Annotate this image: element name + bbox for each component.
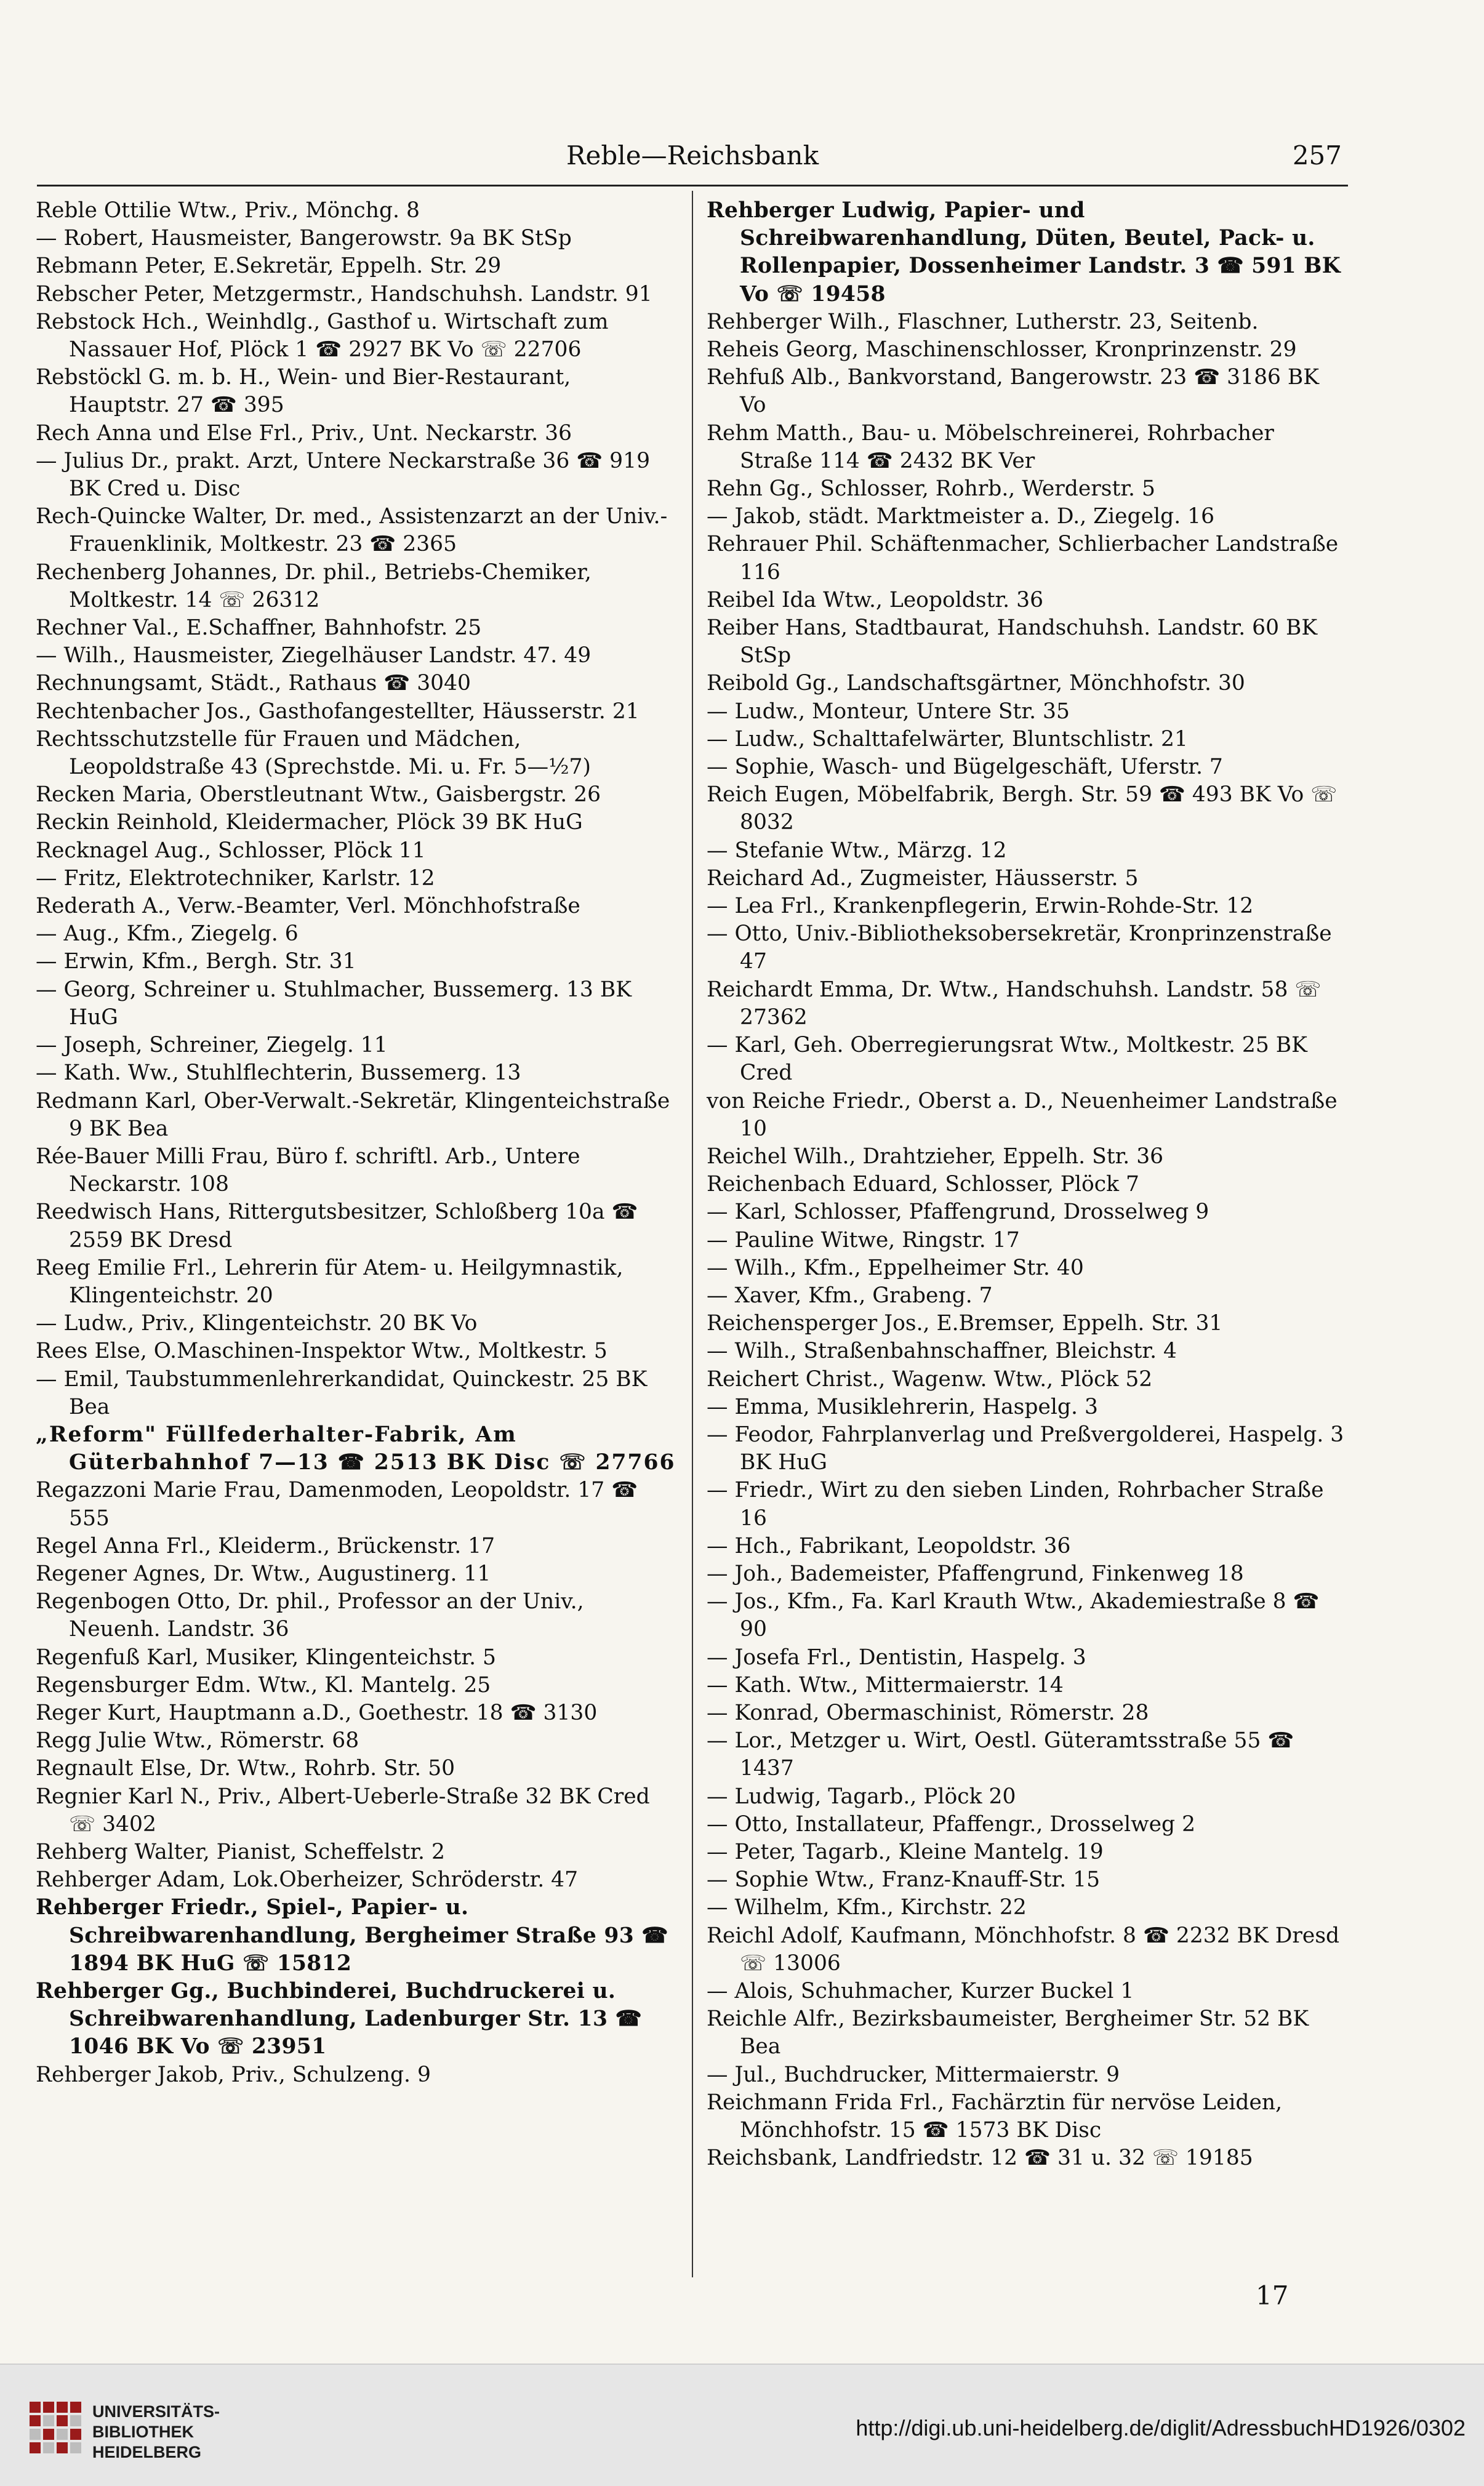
directory-entry: — Emma, Musiklehrerin, Haspelg. 3 — [707, 1394, 1098, 1419]
directory-entry: — Julius Dr., prakt. Arzt, Untere Neckarstraße 36 ☎ 919 BK Cred u. Disc — [36, 448, 651, 502]
directory-entry: Reichl Adolf, Kaufmann, Mönchhofstr. 8 ☎ 2232 BK Dresd ☏ 13006 — [707, 1923, 1340, 1976]
directory-entry: Reiber Hans, Stadtbaurat, Handschuhsh. Landstr. 60 BK StSp — [707, 615, 1318, 668]
directory-entry: Reichle Alfr., Bezirksbaumeister, Bergheimer Str. 52 BK Bea — [707, 2007, 1309, 2059]
directory-entry: — Wilh., Kfm., Eppelheimer Str. 40 — [707, 1255, 1084, 1280]
directory-entry: — Kath. Ww., Stuhlflechterin, Bussemerg. 13 — [36, 1061, 521, 1086]
directory-entry: Rech-Quincke Walter, Dr. med., Assistenzarzt an der Univ.-Frauenklinik, Moltkestr. 23 ☎ 2365 — [36, 504, 668, 557]
directory-entry: — Lor., Metzger u. Wirt, Oestl. Güteramtsstraße 55 ☎ 1437 — [707, 1728, 1294, 1781]
directory-entry: Regnier Karl N., Priv., Albert-Ueberle-Straße 32 BK Cred ☏ 3402 — [36, 1784, 650, 1837]
directory-entry: Rechtenbacher Jos., Gasthofangestellter, Häusserstr. 21 — [36, 699, 640, 724]
directory-entry: Rehrauer Phil. Schäftenmacher, Schlierbacher Landstraße 116 — [707, 532, 1339, 585]
directory-entry: Rehberger Adam, Lok.Oberheizer, Schröderstr. 47 — [36, 1867, 579, 1893]
directory-entry: Reichenbach Eduard, Schlosser, Plöck 7 — [707, 1172, 1139, 1197]
directory-entry: — Kath. Wtw., Mittermaierstr. 14 — [707, 1672, 1064, 1698]
directory-entry: Rebscher Peter, Metzgermstr., Handschuhsh. Landstr. 91 — [36, 281, 652, 307]
left-column — [36, 197, 676, 2089]
footer-page-number: 17 — [1256, 2280, 1289, 2311]
directory-entry: „Reform" Füllfederhalter-Fabrik, Am Güterbahnhof 7—13 ☎ 2513 BK Disc ☏ 27766 — [36, 1422, 676, 1475]
directory-entry: — Joh., Bademeister, Pfaffengrund, Finkenweg 18 — [707, 1561, 1244, 1586]
directory-entry: Rehberger Jakob, Priv., Schulzeng. 9 — [36, 2062, 431, 2087]
directory-entry: Reedwisch Hans, Rittergutsbesitzer, Schloßberg 10a ☎ 2559 BK Dresd — [36, 1200, 638, 1253]
directory-entry: Rehn Gg., Schlosser, Rohrb., Werderstr. 5 — [707, 476, 1155, 502]
directory-entry: Rechtsschutzstelle für Frauen und Mädchen, Leopoldstraße 43 (Sprechstde. Mi. u. Fr. 5—½7) — [36, 726, 591, 780]
directory-entry: Recknagel Aug., Schlosser, Plöck 11 — [36, 838, 426, 863]
directory-entry: Reichert Christ., Wagenw. Wtw., Plöck 52 — [707, 1366, 1153, 1392]
directory-entry: Reichard Ad., Zugmeister, Häusserstr. 5 — [707, 865, 1139, 891]
directory-entry: — Ludw., Priv., Klingenteichstr. 20 BK Vo — [36, 1311, 478, 1336]
directory-entry: Rederath A., Verw.-Beamter, Verl. Mönchhofstraße — [36, 894, 580, 919]
source-url-link[interactable]: http://digi.ub.uni-heidelberg.de/diglit/AdressbuchHD1926/0302 — [856, 2415, 1466, 2440]
directory-entry: Reichmann Frida Frl., Fachärztin für nervöse Leiden, Mönchhofstr. 15 ☎ 1573 BK Disc — [707, 2090, 1283, 2143]
directory-entry: Rechnungsamt, Städt., Rathaus ☎ 3040 — [36, 671, 471, 696]
directory-entry: Regenfuß Karl, Musiker, Klingenteichstr. 5 — [36, 1645, 496, 1670]
directory-entry: Rehberger Wilh., Flaschner, Lutherstr. 23, Seitenb. — [707, 309, 1259, 334]
directory-entry: Reichsbank, Landfriedstr. 12 ☎ 31 u. 32 ☏ 19185 — [707, 2146, 1253, 2171]
directory-entry: — Robert, Hausmeister, Bangerowstr. 9a BK StSp — [36, 226, 572, 251]
directory-entry: Regnault Else, Dr. Wtw., Rohrb. Str. 50 — [36, 1756, 455, 1781]
directory-entry: — Ludwig, Tagarb., Plöck 20 — [707, 1784, 1016, 1809]
directory-entry: Reeg Emilie Frl., Lehrerin für Atem- u. Heilgymnastik, Klingenteichstr. 20 — [36, 1255, 624, 1308]
directory-entry: — Xaver, Kfm., Grabeng. 7 — [707, 1283, 993, 1308]
directory-entry: — Joseph, Schreiner, Ziegelg. 11 — [36, 1033, 388, 1058]
directory-entry: — Hch., Fabrikant, Leopoldstr. 36 — [707, 1533, 1071, 1558]
directory-entry: — Ludw., Monteur, Untere Str. 35 — [707, 699, 1070, 724]
header-title: Reble—Reichsbank — [566, 140, 819, 170]
directory-entry: Rebmann Peter, E.Sekretär, Eppelh. Str. 29 — [36, 254, 502, 279]
directory-entry: — Alois, Schuhmacher, Kurzer Buckel 1 — [707, 1979, 1134, 2003]
directory-entry: Reckin Reinhold, Kleidermacher, Plöck 39 BK HuG — [36, 810, 583, 835]
directory-entry: Reibold Gg., Landschaftsgärtner, Mönchhofstr. 30 — [707, 671, 1245, 696]
directory-entry: — Wilh., Hausmeister, Ziegelhäuser Landstr. 47. 49 — [36, 643, 592, 668]
directory-entry: Reheis Georg, Maschinenschlosser, Kronprinzenstr. 29 — [707, 337, 1297, 363]
right-column — [707, 197, 1347, 2172]
header-rule — [37, 185, 1348, 186]
directory-entry: Rehfuß Alb., Bankvorstand, Bangerowstr. 23 ☎ 3186 BK Vo — [707, 365, 1320, 418]
directory-entry: — Otto, Univ.-Bibliotheksobersekretär, Kronprinzenstraße 47 — [707, 921, 1332, 974]
directory-entry: Regel Anna Frl., Kleiderm., Brückenstr. 17 — [36, 1533, 495, 1558]
directory-entry: — Feodor, Fahrplanverlag und Preßvergolderei, Haspelg. 3 BK HuG — [707, 1422, 1344, 1475]
directory-entry: Regazzoni Marie Frau, Damenmoden, Leopoldstr. 17 ☎ 555 — [36, 1478, 638, 1531]
directory-entry: — Sophie, Wasch- und Bügelgeschäft, Uferstr. 7 — [707, 755, 1223, 780]
directory-entry: Rechenberg Johannes, Dr. phil., Betriebs-Chemiker, Moltkestr. 14 ☏ 26312 — [36, 559, 592, 612]
library-name: UNIVERSITÄTS- BIBLIOTHEK HEIDELBERG — [92, 2402, 220, 2461]
directory-entry: — Aug., Kfm., Ziegelg. 6 — [36, 921, 299, 947]
directory-entry: Reichel Wilh., Drahtzieher, Eppelh. Str. 36 — [707, 1144, 1164, 1169]
directory-entry: Reichardt Emma, Dr. Wtw., Handschuhsh. Landstr. 58 ☏ 27362 — [707, 977, 1322, 1030]
directory-entry: — Wilhelm, Kfm., Kirchstr. 22 — [707, 1895, 1027, 1920]
running-header — [37, 140, 1348, 177]
viewer-footer — [0, 2364, 1484, 2486]
directory-entry: — Ludw., Schalttafelwärter, Bluntschlistr. 21 — [707, 726, 1188, 752]
directory-entry: Reger Kurt, Hauptmann a.D., Goethestr. 18 ☎ 3130 — [36, 1700, 598, 1725]
directory-entry: Recken Maria, Oberstleutnant Wtw., Gaisbergstr. 26 — [36, 782, 601, 808]
directory-entry: — Wilh., Straßenbahnschaffner, Bleichstr. 4 — [707, 1339, 1177, 1364]
directory-entry: Rech Anna und Else Frl., Priv., Unt. Neckarstr. 36 — [36, 420, 572, 446]
directory-entry: Rehberger Friedr., Spiel-, Papier- u. Schreibwarenhandlung, Bergheimer Straße 93 ☎ 1894 BK HuG ☏ 15812 — [36, 1895, 668, 1976]
column-divider — [692, 191, 693, 2277]
directory-entry: Rehberger Gg., Buchbinderei, Buchdruckerei u. Schreibwarenhandlung, Ladenburger Str. 13 ☎ 1046 BK Vo ☏ 23951 — [36, 1979, 642, 2059]
directory-entry: — Karl, Schlosser, Pfaffengrund, Drosselweg 9 — [707, 1200, 1209, 1225]
directory-entry: — Friedr., Wirt zu den sieben Linden, Rohrbacher Straße 16 — [707, 1478, 1324, 1531]
directory-entry: — Lea Frl., Krankenpflegerin, Erwin-Rohde-Str. 12 — [707, 894, 1254, 919]
library-logo-icon — [25, 2397, 86, 2458]
directory-entry: — Peter, Tagarb., Kleine Mantelg. 19 — [707, 1839, 1104, 1864]
directory-entry: — Jul., Buchdrucker, Mittermaierstr. 9 — [707, 2062, 1120, 2087]
directory-entry: Regensburger Edm. Wtw., Kl. Mantelg. 25 — [36, 1672, 491, 1698]
directory-entry: — Jos., Kfm., Fa. Karl Krauth Wtw., Akademiestraße 8 ☎ 90 — [707, 1589, 1320, 1642]
directory-entry: Regenbogen Otto, Dr. phil., Professor an der Univ., Neuenh. Landstr. 36 — [36, 1589, 584, 1642]
header-page-number: 257 — [1292, 140, 1342, 170]
directory-entry: Regg Julie Wtw., Römerstr. 68 — [36, 1728, 359, 1754]
directory-entry: Rechner Val., E.Schaffner, Bahnhofstr. 25 — [36, 615, 482, 641]
directory-entry: Rees Else, O.Maschinen-Inspektor Wtw., Moltkestr. 5 — [36, 1339, 608, 1364]
directory-entry: Rebstock Hch., Weinhdlg., Gasthof u. Wirtschaft zum Nassauer Hof, Plöck 1 ☎ 2927 BK Vo ☏ 22706 — [36, 309, 609, 363]
directory-entry: — Sophie Wtw., Franz-Knauff-Str. 15 — [707, 1867, 1101, 1893]
directory-entry: Reichensperger Jos., E.Bremser, Eppelh. Str. 31 — [707, 1311, 1223, 1336]
directory-entry: Reich Eugen, Möbelfabrik, Bergh. Str. 59 ☎ 493 BK Vo ☏ 8032 — [707, 782, 1338, 835]
directory-entry: — Konrad, Obermaschinist, Römerstr. 28 — [707, 1700, 1149, 1725]
directory-entry: — Pauline Witwe, Ringstr. 17 — [707, 1227, 1020, 1253]
directory-entry: Rebstöckl G. m. b. H., Wein- und Bier-Restaurant, Hauptstr. 27 ☎ 395 — [36, 365, 571, 418]
directory-entry: Rehberger Ludwig, Papier- und Schreibwarenhandlung, Düten, Beutel, Pack- u. Rollenpapier, Dossenheimer Landstr. 3 ☎ 591 BK Vo ☏ 19458 — [707, 198, 1341, 307]
directory-entry: Redmann Karl, Ober-Verwalt.-Sekretär, Klingenteichstraße 9 BK Bea — [36, 1088, 670, 1141]
directory-entry: — Jakob, städt. Marktmeister a. D., Ziegelg. 16 — [707, 504, 1215, 529]
directory-entry: von Reiche Friedr., Oberst a. D., Neuenheimer Landstraße 10 — [707, 1088, 1338, 1141]
directory-entry: — Karl, Geh. Oberregierungsrat Wtw., Moltkestr. 25 BK Cred — [707, 1033, 1307, 1086]
directory-entry: — Emil, Taubstummenlehrerkandidat, Quinckestr. 25 BK Bea — [36, 1366, 648, 1419]
directory-entry: — Stefanie Wtw., Märzg. 12 — [707, 838, 1007, 863]
directory-entry: — Erwin, Kfm., Bergh. Str. 31 — [36, 949, 356, 974]
directory-entry: — Otto, Installateur, Pfaffengr., Drosselweg 2 — [707, 1811, 1196, 1837]
directory-entry: — Fritz, Elektrotechniker, Karlstr. 12 — [36, 865, 435, 891]
directory-entry: Reble Ottilie Wtw., Priv., Mönchg. 8 — [36, 198, 420, 223]
directory-entry: Rehberg Walter, Pianist, Scheffelstr. 2 — [36, 1839, 445, 1864]
directory-entry: — Georg, Schreiner u. Stuhlmacher, Bussemerg. 13 BK HuG — [36, 977, 632, 1030]
directory-entry: Reibel Ida Wtw., Leopoldstr. 36 — [707, 587, 1044, 612]
directory-entry: Rehm Matth., Bau- u. Möbelschreinerei, Rohrbacher Straße 114 ☎ 2432 BK Ver — [707, 420, 1274, 473]
directory-entry: — Josefa Frl., Dentistin, Haspelg. 3 — [707, 1645, 1086, 1670]
directory-entry: Rée-Bauer Milli Frau, Büro f. schriftl. Arb., Untere Neckarstr. 108 — [36, 1144, 580, 1197]
directory-entry: Regener Agnes, Dr. Wtw., Augustinerg. 11 — [36, 1561, 491, 1586]
